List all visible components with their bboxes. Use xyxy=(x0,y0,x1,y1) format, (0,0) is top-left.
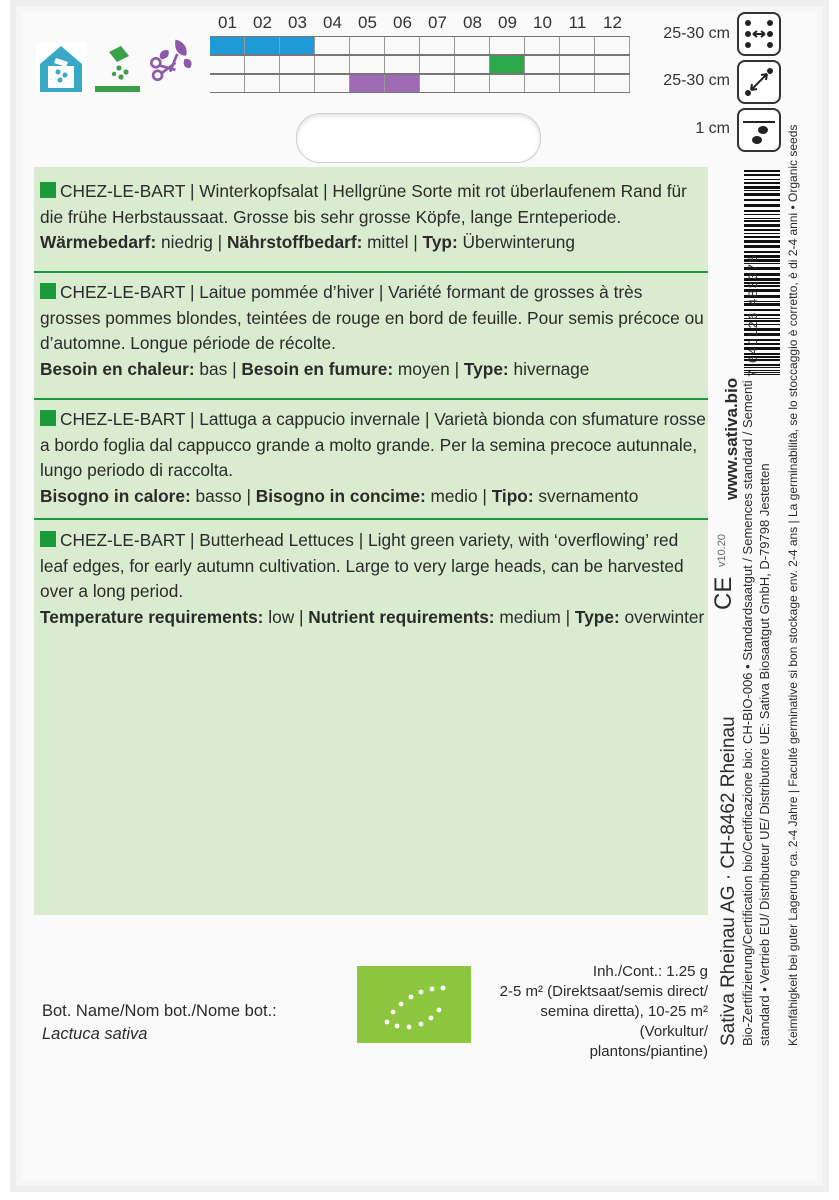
green-square-icon xyxy=(40,182,56,198)
month-label: 10 xyxy=(533,13,552,32)
attr-value: niedrig | xyxy=(156,232,227,252)
barcode-bar xyxy=(744,218,780,219)
description-text: CHEZ-LE-BART | Lattuga a cappucio invernale | Varietà bionda con sfumature rosse a bordo foglia dal cappucco grande a molto grande. Per la semina precoce autunnale, lungo periodo di raccolta. xyxy=(40,409,706,480)
calendar-row-sowing-green xyxy=(210,55,630,74)
calendar-cell xyxy=(560,75,595,92)
month-label: 06 xyxy=(393,13,412,32)
contents-weight: Inh./Cont.: 1.25 g xyxy=(592,963,708,980)
calendar-cell xyxy=(525,75,560,92)
green-square-icon xyxy=(40,410,56,426)
barcode-bar xyxy=(744,174,780,176)
attr-value: hivernage xyxy=(508,358,590,379)
calendar-cell xyxy=(490,75,525,92)
attr-key: Typ: xyxy=(422,232,458,252)
calendar-cell xyxy=(525,37,560,54)
barcode-bar xyxy=(744,210,780,212)
row-distance-label: 25-30 cm xyxy=(663,25,730,42)
calendar-cell xyxy=(595,56,630,73)
calendar-cell xyxy=(245,37,280,54)
ce-mark: CE xyxy=(710,576,737,610)
attr-value: bas | xyxy=(194,358,242,379)
barcode-bar xyxy=(744,233,780,234)
month-label: 01 xyxy=(218,13,237,32)
calendar-cell xyxy=(455,75,490,92)
barcode-bar xyxy=(744,193,780,196)
plant-distance-icon xyxy=(737,60,781,104)
month-label: 04 xyxy=(323,13,342,32)
attr-key: Tipo: xyxy=(491,485,534,506)
attr-key: Type: xyxy=(463,358,509,379)
month-label: 08 xyxy=(463,13,482,32)
contents-area-1: 2-5 m² (Direktsaat/semis direct/ xyxy=(499,983,708,1000)
description-en xyxy=(40,528,706,630)
attr-key: Nutrient requirements: xyxy=(308,606,495,627)
calendar-cell xyxy=(385,37,420,54)
calendar-cell xyxy=(245,75,280,92)
barcode-bar xyxy=(744,179,780,180)
hang-hole xyxy=(296,113,541,163)
month-label: 11 xyxy=(568,13,587,32)
month-label: 07 xyxy=(428,13,447,32)
calendar-cell xyxy=(315,37,350,54)
calendar-cell xyxy=(245,56,280,73)
calendar-cell xyxy=(420,37,455,54)
row-distance-icon xyxy=(737,12,781,56)
attr-key: Bisogno in calore: xyxy=(40,485,191,506)
attr-key: Type: xyxy=(574,606,620,627)
calendar-cell xyxy=(525,56,560,73)
attr-value: basso | xyxy=(190,485,256,506)
calendar-cell xyxy=(420,56,455,73)
calendar-cell xyxy=(385,75,420,92)
attr-value: overwinter xyxy=(619,606,705,627)
divider xyxy=(34,518,708,520)
calendar-cell xyxy=(315,75,350,92)
barcode-bar xyxy=(744,229,780,231)
attr-key: Bisogno in concime: xyxy=(255,485,426,506)
sowing-depth-label: 1 cm xyxy=(695,120,730,137)
barcode-bar xyxy=(744,170,780,172)
attr-value: Überwinterung xyxy=(457,232,575,252)
attr-value: medium | xyxy=(494,606,575,627)
calendar-cell xyxy=(350,75,385,92)
calendar-cell xyxy=(455,56,490,73)
attr-key: Besoin en chaleur: xyxy=(40,358,195,379)
calendar-cell xyxy=(560,37,595,54)
attr-key: Nährstoffbedarf: xyxy=(226,232,363,252)
description-text: CHEZ-LE-BART | Butterhead Lettuces | Light green variety, with ‘overflowing’ red leaf edges, for early autumn cultivation. Large to very large heads, can be harvested over a long period. xyxy=(40,530,684,601)
calendar-cell xyxy=(210,37,245,54)
barcode-bar xyxy=(744,190,780,191)
calendar-cell xyxy=(490,37,525,54)
description-panel xyxy=(34,167,708,915)
calendar-cell xyxy=(595,75,630,92)
attr-value: moyen | xyxy=(393,358,464,379)
harvest-scissors-icon xyxy=(146,36,196,86)
month-label: 03 xyxy=(288,13,307,32)
direct-sowing-icon xyxy=(95,42,145,92)
description-it xyxy=(40,407,706,509)
calendar-cell xyxy=(490,56,525,73)
description-de xyxy=(40,179,706,256)
month-label: 12 xyxy=(603,13,622,32)
attr-value: low | xyxy=(263,606,309,627)
germination-info: Keimfähigkeit bei guter Lagerung ca. 2-4 Jahre | Faculté germinative si bon stockage env. 2-4 ans | La germinabilità, se lo stoccaggio è corretto, è di 2-4 anni • Organic seeds xyxy=(786,124,800,1046)
description-fr xyxy=(40,280,706,382)
attr-value: svernamento xyxy=(533,485,639,506)
barcode-bar xyxy=(744,220,780,222)
attr-key: Temperature requirements: xyxy=(40,606,264,627)
month-label: 02 xyxy=(253,13,272,32)
calendar-cell xyxy=(210,56,245,73)
website-link[interactable]: www.sativa.bio xyxy=(722,377,741,500)
green-square-icon xyxy=(40,531,56,547)
month-label: 09 xyxy=(498,13,517,32)
calendar-cell xyxy=(350,56,385,73)
calendar-cell xyxy=(420,75,455,92)
description-text: CHEZ-LE-BART | Winterkopfsalat | Hellgrüne Sorte mit rot überlaufenem Rand für die frühe Herbstaussaat. Grosse bis sehr grosse Köpfe, lange Ernteperiode. xyxy=(40,181,687,227)
calendar-cell xyxy=(315,56,350,73)
calendar-cell xyxy=(385,56,420,73)
divider xyxy=(34,271,708,273)
attr-key: Wärmebedarf: xyxy=(40,232,157,252)
plant-distance-label: 25-30 cm xyxy=(663,72,730,89)
calendar-cell xyxy=(210,75,245,92)
calendar-cell xyxy=(595,37,630,54)
barcode-bar xyxy=(744,186,780,189)
barcode-bar xyxy=(744,204,780,207)
attr-value: medio | xyxy=(425,485,492,506)
calendar-month-header xyxy=(210,13,630,33)
calendar-cell xyxy=(280,37,315,54)
barcode-number: 7 640126 483375 xyxy=(746,253,760,377)
attr-value: mittel | xyxy=(362,232,423,252)
certification-line-1: Bio-Zertifizierung/Certification bio/Certificazione bio: CH-BIO-006 • Standardsaatgut / Semences standard / Sementi xyxy=(740,380,755,1046)
calendar-row-harvest-purple xyxy=(210,74,630,93)
contents-area-2: semina diretta), 10-25 m² (Vorkultur/ xyxy=(540,1003,708,1040)
barcode-bar xyxy=(744,240,780,243)
barcode-bar xyxy=(744,182,780,184)
botanical-label: Bot. Name/Nom bot./Nome bot.: xyxy=(42,1002,277,1020)
calendar-cell xyxy=(350,37,385,54)
certification-line-2: standard • Vertrieb EU/ Distributeur UE/ Distributore UE: Sativa Biosaatgut GmbH, D-79798 Jestetten xyxy=(757,463,772,1046)
green-square-icon xyxy=(40,283,56,299)
description-text: CHEZ-LE-BART | Laitue pommée d’hiver | Variété formant de grosses à très grosses pommes blondes, teintées de rouge en bord de feuille. Pour semis précoce ou d’automne. Longue période de récolte. xyxy=(40,282,704,353)
attr-key: Besoin en fumure: xyxy=(241,358,394,379)
calendar-cell xyxy=(455,37,490,54)
eu-organic-leaf-logo xyxy=(357,966,471,1043)
contents-area-3: plantons/piantine) xyxy=(589,1043,708,1060)
calendar-cell xyxy=(280,75,315,92)
barcode-bar xyxy=(744,224,780,227)
greenhouse-sowing-icon xyxy=(36,42,86,92)
sowing-depth-icon xyxy=(737,108,781,152)
calendar-cell xyxy=(560,56,595,73)
barcode-bar xyxy=(744,245,780,248)
calendar-row-sowing-blue xyxy=(210,36,630,55)
version-label: v10.20 xyxy=(716,533,728,567)
month-label: 05 xyxy=(358,13,377,32)
barcode-bar xyxy=(744,236,780,238)
company-address: Sativa Rheinau AG · CH-8462 Rheinau xyxy=(718,716,739,1046)
calendar-cell xyxy=(280,56,315,73)
barcode-bar xyxy=(744,199,780,201)
contents-info xyxy=(470,962,708,1062)
divider xyxy=(34,398,708,400)
botanical-name: Lactuca sativa xyxy=(42,1025,148,1043)
barcode-bar xyxy=(744,214,780,215)
